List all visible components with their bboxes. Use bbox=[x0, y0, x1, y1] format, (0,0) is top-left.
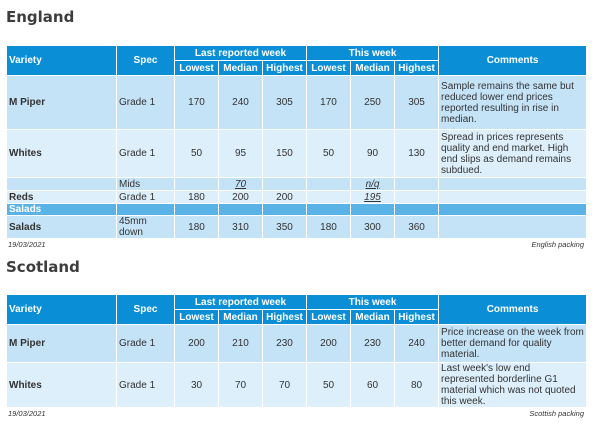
comment-cell: Price increase on the week from better demand for quality material. bbox=[439, 325, 587, 363]
price-cell: 200 bbox=[219, 191, 263, 204]
spec-cell: Grade 1 bbox=[117, 191, 175, 204]
header-this-week: This week bbox=[307, 295, 439, 310]
comment-cell bbox=[439, 204, 587, 216]
price-cell: 180 bbox=[175, 191, 219, 204]
header-median: Median bbox=[219, 310, 263, 325]
price-cell: 70 bbox=[219, 363, 263, 408]
header-lowest: Lowest bbox=[307, 61, 351, 76]
price-cell: 170 bbox=[175, 76, 219, 130]
variety-cell: Whites bbox=[7, 130, 117, 178]
variety-cell: Salads bbox=[7, 204, 117, 216]
variety-cell: Reds bbox=[7, 191, 117, 204]
header-highest: Highest bbox=[263, 61, 307, 76]
header-spec: Spec bbox=[117, 295, 175, 325]
price-cell: 230 bbox=[263, 325, 307, 363]
header-comments: Comments bbox=[439, 46, 587, 76]
header-variety: Variety bbox=[7, 46, 117, 76]
price-cell bbox=[395, 178, 439, 191]
price-cell bbox=[307, 191, 351, 204]
scotland-section bbox=[6, 256, 586, 420]
price-cell bbox=[175, 178, 219, 191]
variety-cell bbox=[7, 178, 117, 191]
variety-cell: Salads bbox=[7, 216, 117, 239]
price-cell: 360 bbox=[395, 216, 439, 239]
table-row bbox=[7, 191, 587, 204]
header-last-week: Last reported week bbox=[175, 295, 307, 310]
spec-cell: Grade 1 bbox=[117, 130, 175, 178]
price-cell: 70 bbox=[263, 363, 307, 408]
price-cell: 195 bbox=[351, 191, 395, 204]
header-lowest: Lowest bbox=[307, 310, 351, 325]
header-last-week: Last reported week bbox=[175, 46, 307, 61]
price-cell: 250 bbox=[351, 76, 395, 130]
price-cell: 50 bbox=[307, 363, 351, 408]
price-cell: 70 bbox=[219, 178, 263, 191]
price-cell: 180 bbox=[175, 216, 219, 239]
table-row bbox=[7, 363, 587, 408]
comment-cell: Sample remains the same but reduced lower end prices reported resulting in rise in median. bbox=[439, 76, 587, 130]
variety-cell: M Piper bbox=[7, 325, 117, 363]
header-highest: Highest bbox=[395, 310, 439, 325]
spec-cell: 45mm down bbox=[117, 216, 175, 239]
price-cell bbox=[351, 204, 395, 216]
price-cell bbox=[263, 204, 307, 216]
price-cell: 80 bbox=[395, 363, 439, 408]
england-price-table bbox=[6, 45, 587, 239]
price-cell: 210 bbox=[219, 325, 263, 363]
price-cell bbox=[263, 178, 307, 191]
header-highest: Highest bbox=[395, 61, 439, 76]
price-cell: 30 bbox=[175, 363, 219, 408]
price-cell: 50 bbox=[307, 130, 351, 178]
price-cell: 200 bbox=[175, 325, 219, 363]
spec-cell: Grade 1 bbox=[117, 325, 175, 363]
price-cell: 90 bbox=[351, 130, 395, 178]
header-lowest: Lowest bbox=[175, 310, 219, 325]
price-cell: n/q bbox=[351, 178, 395, 191]
england-title: England bbox=[6, 8, 75, 26]
price-cell bbox=[395, 204, 439, 216]
price-cell: 200 bbox=[263, 191, 307, 204]
price-cell bbox=[395, 191, 439, 204]
header-spec: Spec bbox=[117, 46, 175, 76]
table-row bbox=[7, 178, 587, 191]
scotland-title: Scotland bbox=[6, 258, 80, 276]
price-cell: 130 bbox=[395, 130, 439, 178]
footer-date: 19/03/2021 bbox=[8, 240, 46, 249]
comment-cell bbox=[439, 191, 587, 204]
price-cell: 95 bbox=[219, 130, 263, 178]
footer-date: 19/03/2021 bbox=[8, 409, 46, 418]
header-highest: Highest bbox=[263, 310, 307, 325]
table-row bbox=[7, 130, 587, 178]
price-cell bbox=[219, 204, 263, 216]
header-variety: Variety bbox=[7, 295, 117, 325]
table-row bbox=[7, 216, 587, 239]
price-cell: 310 bbox=[219, 216, 263, 239]
england-section bbox=[6, 6, 586, 251]
scotland-price-table bbox=[6, 294, 587, 408]
price-cell: 50 bbox=[175, 130, 219, 178]
comment-cell bbox=[439, 178, 587, 191]
header-median: Median bbox=[351, 61, 395, 76]
comment-cell bbox=[439, 216, 587, 239]
price-cell: 350 bbox=[263, 216, 307, 239]
spec-cell: Mids bbox=[117, 178, 175, 191]
price-cell: 150 bbox=[263, 130, 307, 178]
price-cell: 180 bbox=[307, 216, 351, 239]
price-cell: 240 bbox=[395, 325, 439, 363]
header-median: Median bbox=[219, 61, 263, 76]
price-cell: 230 bbox=[351, 325, 395, 363]
price-cell: 305 bbox=[395, 76, 439, 130]
table-row bbox=[7, 325, 587, 363]
price-cell: 240 bbox=[219, 76, 263, 130]
scotland-footer bbox=[6, 408, 586, 420]
variety-cell: M Piper bbox=[7, 76, 117, 130]
table-row bbox=[7, 76, 587, 130]
spec-cell: Grade 1 bbox=[117, 76, 175, 130]
header-comments: Comments bbox=[439, 295, 587, 325]
england-footer bbox=[6, 239, 586, 251]
comment-cell: Spread in prices represents quality and end market. High end slips as demand remains subdued. bbox=[439, 130, 587, 178]
price-cell bbox=[307, 178, 351, 191]
spec-cell bbox=[117, 204, 175, 216]
header-lowest: Lowest bbox=[175, 61, 219, 76]
price-cell: 300 bbox=[351, 216, 395, 239]
footer-note: English packing bbox=[531, 240, 584, 249]
price-cell bbox=[175, 204, 219, 216]
header-median: Median bbox=[351, 310, 395, 325]
footer-note: Scottish packing bbox=[529, 409, 584, 418]
spec-cell: Grade 1 bbox=[117, 363, 175, 408]
price-cell: 60 bbox=[351, 363, 395, 408]
price-cell bbox=[307, 204, 351, 216]
variety-cell: Whites bbox=[7, 363, 117, 408]
price-cell: 170 bbox=[307, 76, 351, 130]
price-cell: 305 bbox=[263, 76, 307, 130]
price-cell: 200 bbox=[307, 325, 351, 363]
table-row bbox=[7, 204, 587, 216]
header-this-week: This week bbox=[307, 46, 439, 61]
comment-cell: Last week's low end represented borderline G1 material which was not quoted this week. bbox=[439, 363, 587, 408]
